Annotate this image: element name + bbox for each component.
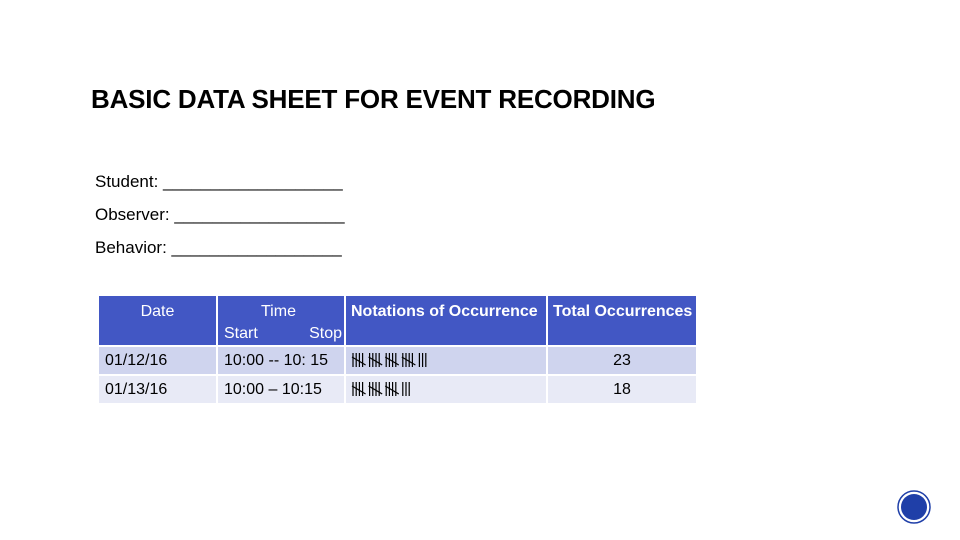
header-notations-label: Notations of Occurrence [351,303,538,320]
observer-field: Observer: __________________ [95,205,345,224]
behavior-field: Behavior: __________________ [95,238,342,257]
header-time-start: Start [224,325,258,342]
event-recording-table [97,294,698,405]
header-total-label: Total Occurrences [553,303,693,320]
tally-cross-stroke [402,357,416,365]
row-date: 01/12/16 [105,352,168,369]
tally-cross-stroke [352,357,366,365]
page-title: BASIC DATA SHEET FOR EVENT RECORDING [91,84,656,114]
header-time [218,296,344,345]
tally-marks [346,376,546,403]
row-date: 01/13/16 [105,381,168,398]
student-field: Student: ___________________ [95,172,343,191]
header-time-stop: Stop [309,325,342,342]
table-header-row [99,296,696,345]
header-total [548,296,696,345]
row-time: 10:00 -- 10: 15 [224,352,329,369]
header-notations [346,296,546,345]
header-time-label: Time [261,303,296,320]
tally-svg [351,376,423,403]
tally-marks [346,347,546,374]
table-row [99,376,696,403]
row-time: 10:00 – 10:15 [224,381,322,398]
page-number-badge-icon [897,490,931,524]
tally-cross-stroke [352,386,366,394]
row-total: 18 [613,381,631,398]
table-row [99,347,696,374]
tally-svg [351,347,442,374]
header-date [99,296,216,345]
row-total: 23 [613,352,631,369]
header-date-label: Date [140,303,175,320]
